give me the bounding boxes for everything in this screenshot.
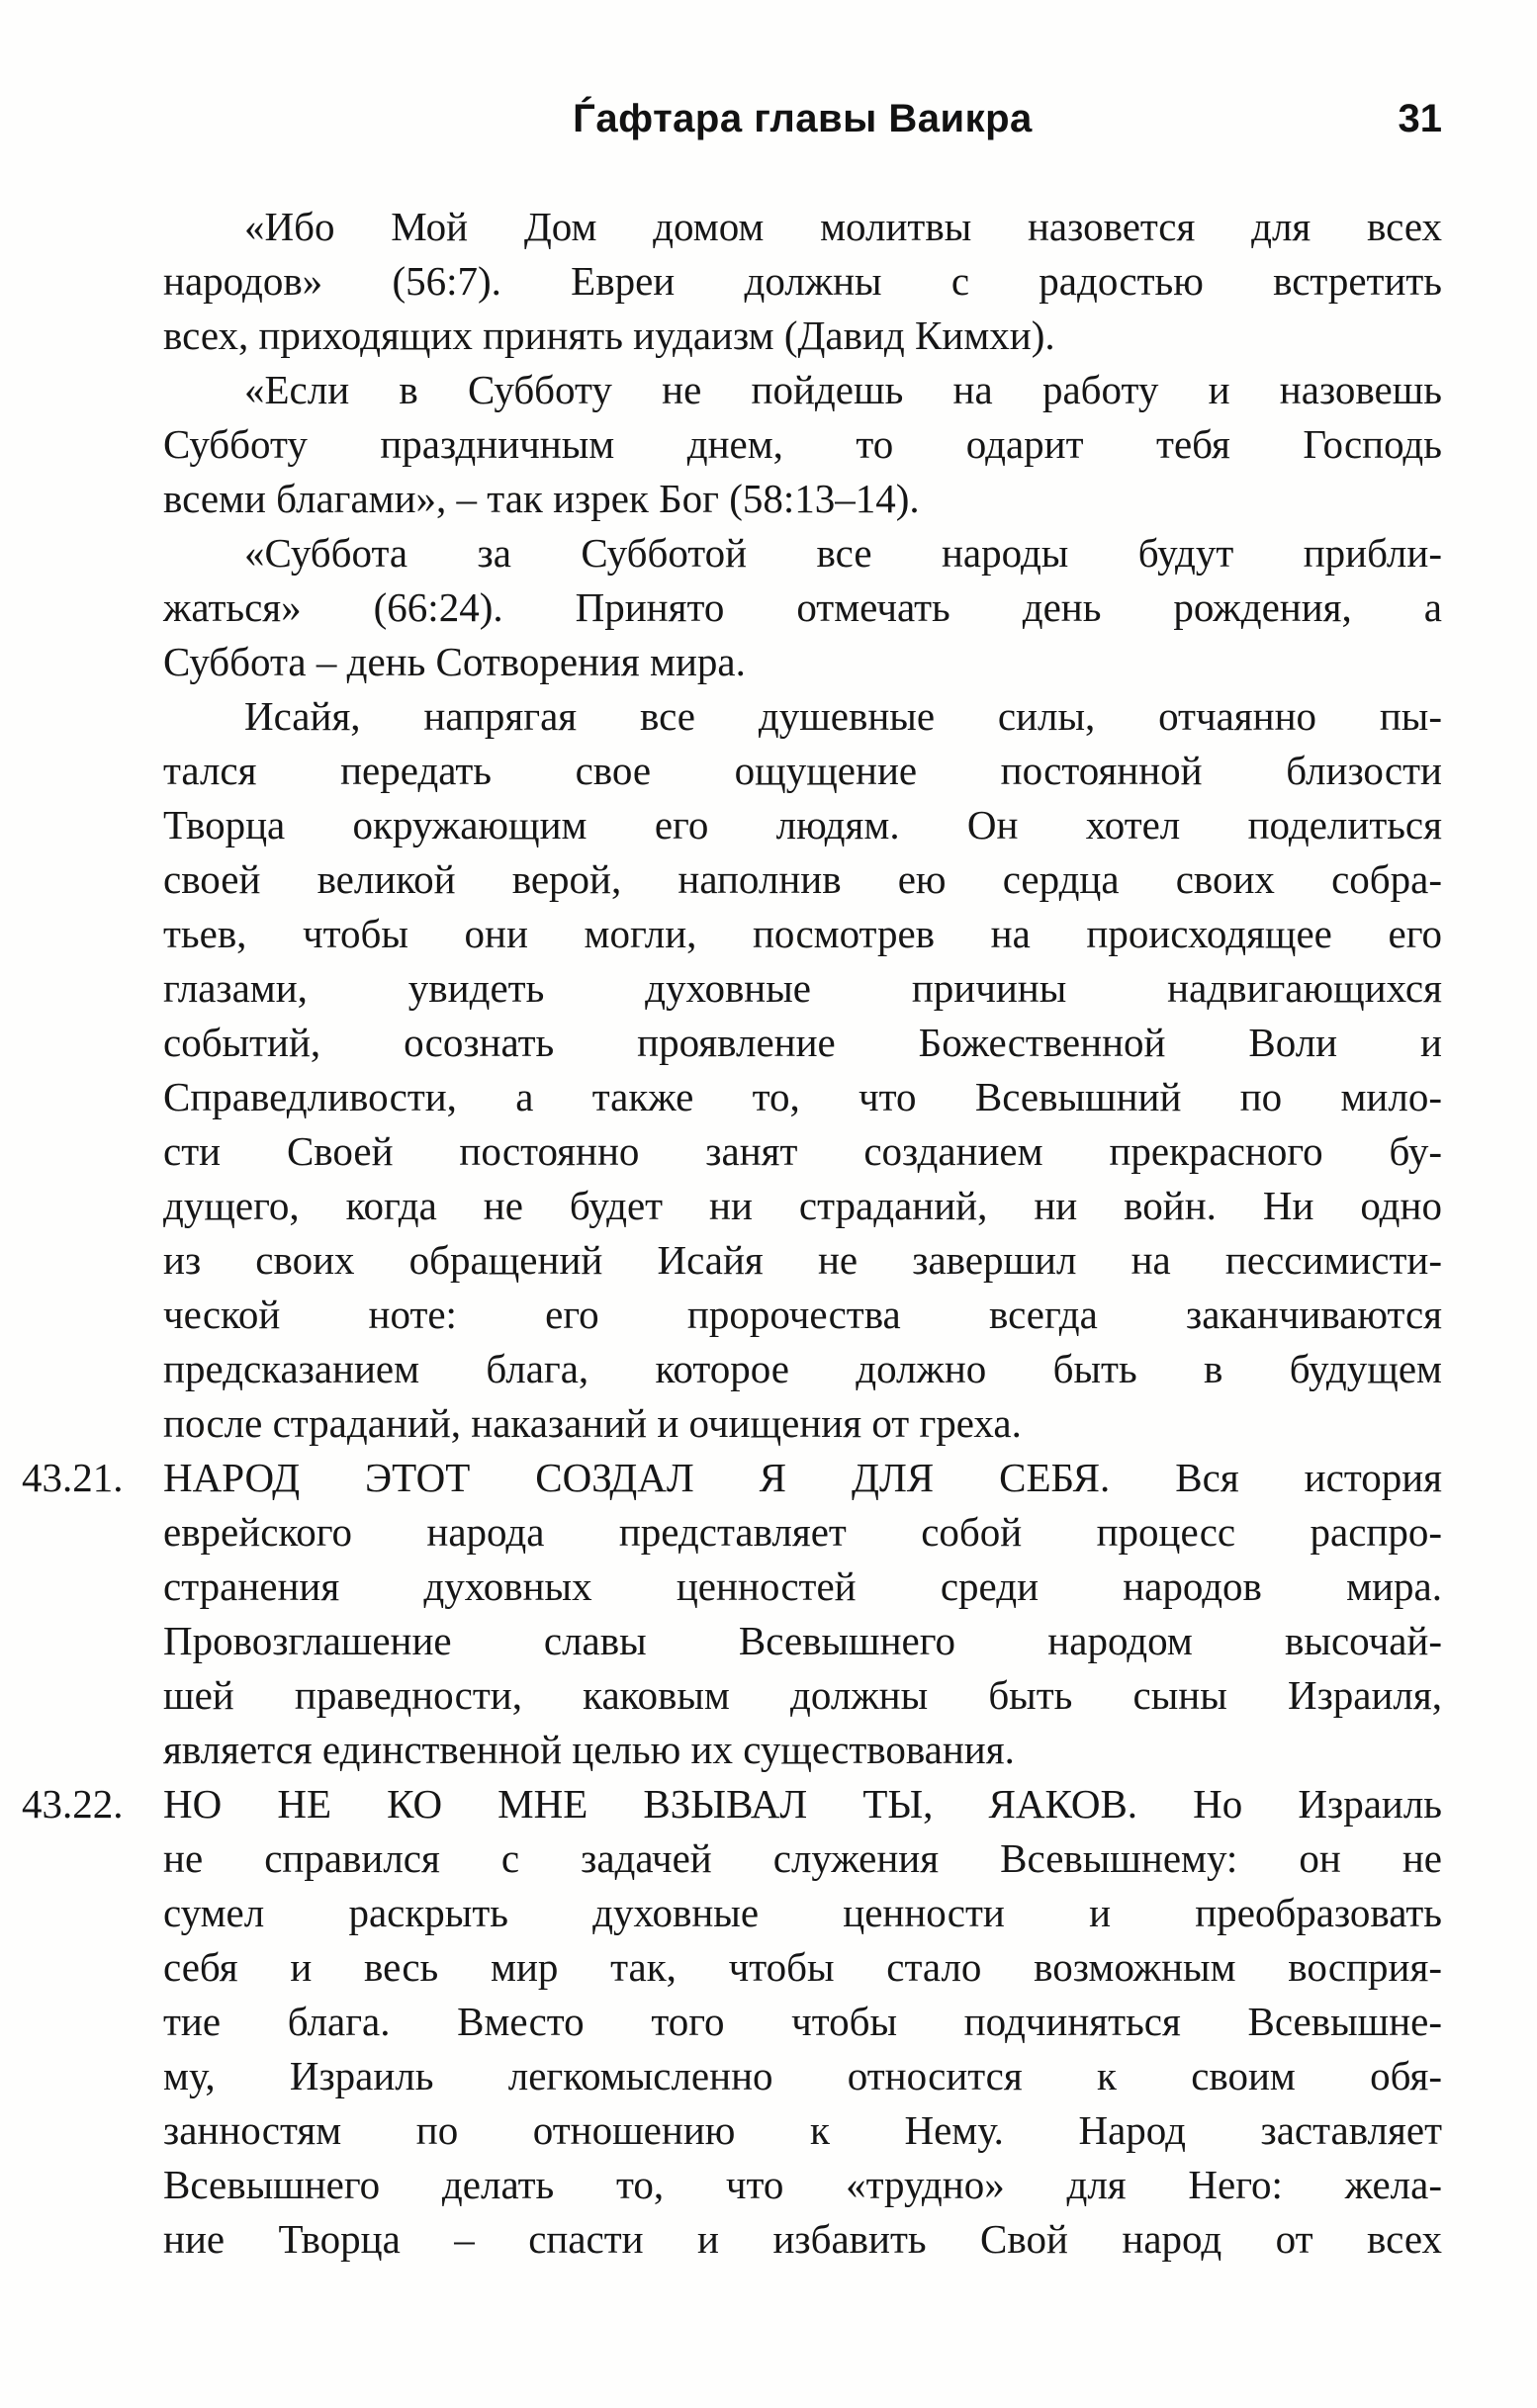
paragraph — [163, 689, 1442, 1451]
text-line: тался передать свое ощущение постоянной близости — [163, 748, 1442, 793]
section-number: 43.21. — [22, 1455, 124, 1500]
text-line: «Ибо Мой Дом домом молитвы назовется для всех — [244, 204, 1442, 249]
text-line: странения духовных ценностей среди народов мира. — [163, 1563, 1442, 1609]
text-line: Провозглашение славы Всевышнего народом высочай- — [163, 1618, 1442, 1663]
page-body — [22, 200, 1442, 2267]
paragraph — [163, 200, 1442, 363]
text-line: событий, осознать проявление Божественной Воли и — [163, 1020, 1442, 1065]
text-line: всеми благами», – так изрек Бог (58:13–14). — [163, 476, 920, 521]
text-line: предсказанием блага, которое должно быть в будущем — [163, 1346, 1442, 1391]
text-line: еврейского народа представляет собой процесс распро- — [163, 1509, 1442, 1555]
page-header — [163, 94, 1442, 145]
text-line: ние Творца – спасти и избавить Свой народ от всех — [163, 2216, 1442, 2262]
text-line: «Суббота за Субботой все народы будут прибли- — [244, 530, 1442, 576]
text-line: НО НЕ КО МНЕ ВЗЫВАЛ ТЫ, ЯАКОВ. Но Израиль — [163, 1781, 1442, 1827]
text-line: своей великой верой, наполнив ею сердца своих собра- — [163, 856, 1442, 902]
numbered-section — [22, 1451, 1442, 1777]
text-line: из своих обращений Исайя не завершил на пессимисти- — [163, 1237, 1442, 1283]
text-line: Справедливости, а также то, что Всевышний по мило- — [163, 1074, 1442, 1119]
text-line: «Если в Субботу не пойдешь на работу и назовешь — [244, 367, 1442, 412]
text-line: народов» (56:7). Евреи должны с радостью встретить — [163, 258, 1442, 304]
text-line: занностям по отношению к Нему. Народ заставляет — [163, 2107, 1442, 2153]
text-line: не справился с задачей служения Всевышнему: он не — [163, 1835, 1442, 1881]
section-number: 43.22. — [22, 1781, 124, 1827]
text-line: Субботу праздничным днем, то одарит тебя Господь — [163, 421, 1442, 467]
text-line: Всевышнего делать то, что «трудно» для Него: жела- — [163, 2162, 1442, 2207]
text-line: му, Израиль легкомысленно относится к своим обя- — [163, 2053, 1442, 2098]
chapter-title: Ѓафтара главы Ваикра — [573, 97, 1033, 140]
text-line: шей праведности, каковым должны быть сыны Израиля, — [163, 1672, 1442, 1718]
text-line: Исайя, напрягая все душевные силы, отчаянно пы- — [244, 693, 1442, 739]
text-line: после страданий, наказаний и очищения от греха. — [163, 1400, 1022, 1446]
text-line: сумел раскрыть духовные ценности и преобразовать — [163, 1890, 1442, 1935]
text-line: тие блага. Вместо того чтобы подчиняться Всевышне- — [163, 1999, 1442, 2044]
text-line: Творца окружающим его людям. Он хотел поделиться — [163, 802, 1442, 847]
page-number: 31 — [1398, 97, 1442, 140]
text-line: является единственной целью их существования. — [163, 1727, 1015, 1772]
text-line: всех, приходящих принять иудаизм (Давид Кимхи). — [163, 312, 1055, 358]
text-line: жаться» (66:24). Принято отмечать день рождения, а — [163, 584, 1442, 630]
text-line: глазами, увидеть духовные причины надвигающихся — [163, 965, 1442, 1011]
text-line: Суббота – день Сотворения мира. — [163, 639, 746, 684]
text-line: тьев, чтобы они могли, посмотрев на происходящее его — [163, 911, 1442, 956]
text-line: ческой ноте: его пророчества всегда заканчиваются — [163, 1292, 1442, 1337]
text-line: дущего, когда не будет ни страданий, ни войн. Ни одно — [163, 1183, 1442, 1228]
paragraph — [163, 363, 1442, 526]
text-line: НАРОД ЭТОТ СОЗДАЛ Я ДЛЯ СЕБЯ. Вся история — [163, 1455, 1442, 1500]
text-line: сти Своей постоянно занят созданием прекрасного бу- — [163, 1128, 1442, 1174]
numbered-section — [22, 1777, 1442, 2267]
text-line: себя и весь мир так, чтобы стало возможным восприя- — [163, 1944, 1442, 1990]
paragraph — [163, 526, 1442, 689]
